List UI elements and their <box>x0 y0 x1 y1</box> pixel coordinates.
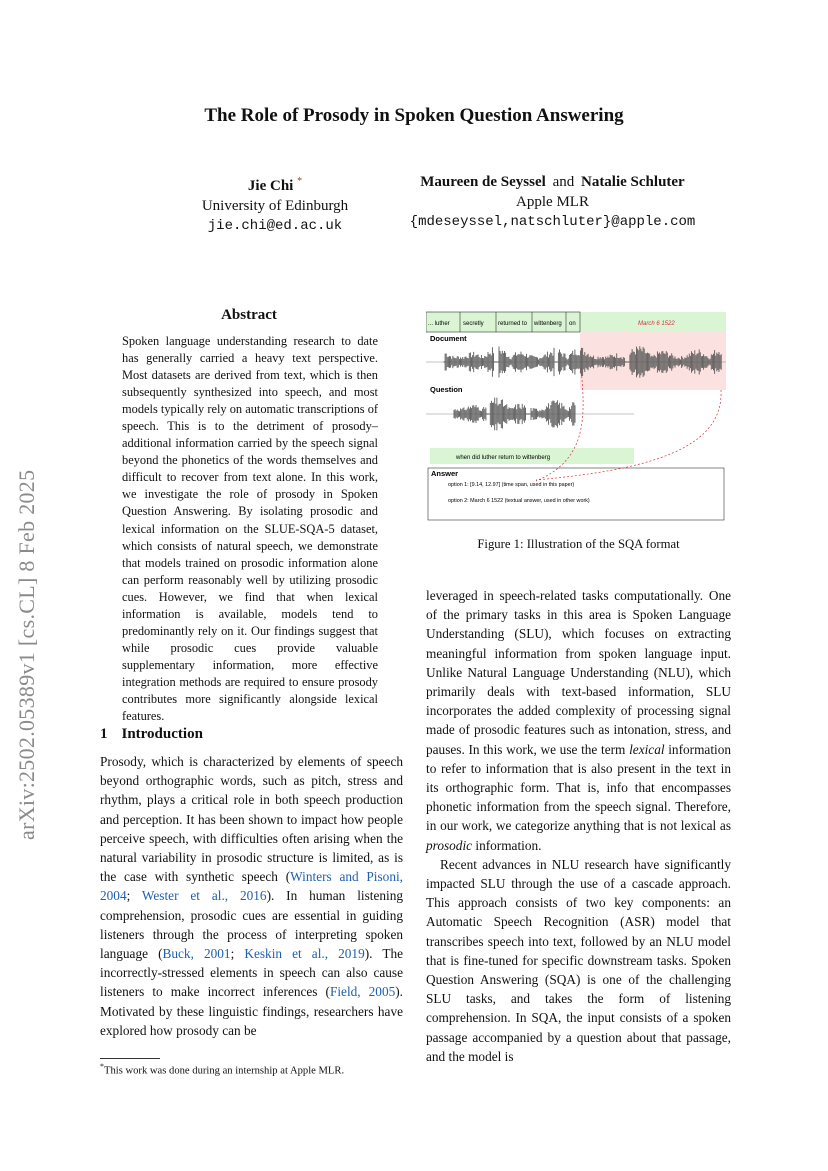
author-footnote-mark[interactable]: * <box>297 176 303 187</box>
question-label: Question <box>430 385 463 394</box>
section-number: 1 <box>100 726 108 742</box>
intro-right-column <box>426 586 731 1066</box>
answer-option-1: option 1: [9.14, 12.97] (time span, used in this paper) <box>448 482 575 488</box>
citation-link[interactable]: Field, 2005 <box>329 984 396 1000</box>
intro-paragraph: Recent advances in NLU research have significantly impacted SLU through the use of a cascade approach. This approach consists of two key components: an Automatic Speech Recognition (ASR) model that transcribes speech into text, followed by an NLU model that is fine-tuned for specific downstream tasks. Spoken Question Answering (SQA) is one of the challenging SLU tasks, and takes the form of listening comprehension. In SQA, the input consists of a spoken passage accompanied by a question about that passage, and the model is <box>426 856 731 1064</box>
word-token: ... luther <box>428 321 450 327</box>
author-conjunction: and <box>552 174 575 190</box>
question-transcript: when did luther return to wittenberg <box>456 455 551 461</box>
author-affiliation: University of Edinburgh <box>201 198 349 214</box>
author-name: Maureen de Seyssel <box>420 174 546 190</box>
word-token: wittenberg <box>534 321 562 327</box>
answer-label: Answer <box>431 469 459 478</box>
intro-paragraph <box>426 586 731 855</box>
word-token: returned to <box>498 321 528 327</box>
author-name: Natalie Schluter <box>580 174 685 190</box>
footnote <box>100 1062 405 1077</box>
footnote-rule <box>100 1058 160 1059</box>
abstract-text: Spoken language understanding research to date has generally carried a heavy text perspective. Most datasets are derived from text, which is then subsequently synthesized into speech, and most models typically rely on automatic transcriptions of speech. This is to the detriment of prosody–additional information carried by the speech signal beyond the phonetics of the words themselves and difficult to recover from text alone. In this work, we investigate the role of prosody in Spoken Question Answering. By isolating prosodic and lexical information on the SLUE-SQA-5 dataset, which consists of natural speech, we demonstrate that models trained on prosodic information alone can perform reasonably well by utilizing prosodic cues. However, we find that when lexical information is available, models tend to predominantly rely on it. Our findings suggest that while prosodic cues provide valuable supplementary information, more effective integration methods are required to ensure prosody contributes more significantly alongside lexical features. <box>122 334 379 724</box>
arxiv-stamp[interactable]: arXiv:2502.05389v1 [cs.CL] 8 Feb 2025 <box>14 469 39 840</box>
body-text: information. <box>472 837 542 853</box>
emphasis: lexical <box>629 741 665 757</box>
abstract-heading: Abstract <box>221 307 277 323</box>
author-block-right <box>395 172 710 232</box>
citation-link[interactable]: Wester et al., 2016 <box>141 888 267 904</box>
section-title: Introduction <box>121 726 203 742</box>
word-token: on <box>569 321 576 327</box>
author-email: {mdeseyssel,natschluter}@apple.com <box>409 214 696 230</box>
word-token: secretly <box>463 321 484 327</box>
answer-option-2: option 2: March 6 1522 (textual answer, used in other work) <box>448 498 590 504</box>
citation-link[interactable]: Winters and Pisoni, 2004 <box>100 869 403 904</box>
author-name: Jie Chi <box>247 178 294 194</box>
paper-title: The Role of Prosody in Spoken Question Answering <box>204 105 624 126</box>
intro-paragraph <box>100 752 403 1040</box>
body-text: ). Motivated by these linguistic findings, researchers have explored how prosody can be <box>100 984 404 1038</box>
citation-link[interactable]: Buck, 2001 <box>162 946 231 962</box>
arrow-to-option1-end <box>536 390 721 480</box>
footnote-text: This work was done during an internship at Apple MLR. <box>104 1065 345 1077</box>
body-text: leveraged in speech-related tasks computationally. One of the primary tasks in this area is Spoken Language Understanding (SLU), which focuses on extracting meaningful information from spoken language input. Unlike Natural Language Understanding (NLU), which primarily deals with text-based information, SLU incorporates the added complexity of processing signal made of prosodic features such as intonation, stress, and pauses. In this work, we use the term <box>426 588 731 757</box>
body-text: ). In human listening comprehension, prosodic cues are essential in guiding listeners through the process of interpreting spoken language ( <box>100 888 403 962</box>
author-block-left <box>175 172 375 236</box>
body-text: ). The incorrectly-stressed elements in speech can also cause listeners to make incorrect inferences ( <box>100 946 404 1000</box>
figure-caption: Figure 1: Illustration of the SQA format <box>477 537 680 551</box>
section-heading <box>100 726 203 743</box>
author-email: jie.chi@ed.ac.uk <box>207 218 343 234</box>
intro-left-column <box>100 752 403 1040</box>
answer-token: March 6 1522 <box>638 321 675 327</box>
body-text: information to refer to information that is also present in the text in its orthographic form. That is, info that encompasses phonetic information from the speech signal. Therefore, in our work, we categorize anything that is not lexical as <box>426 741 731 834</box>
footnote-mark: * <box>100 1062 104 1071</box>
sqa-figure <box>426 310 726 525</box>
citation-link[interactable]: Keskin et al., 2019 <box>244 946 365 962</box>
body-text: ; <box>126 888 142 904</box>
body-text: Prosody, which is characterized by elements of speech beyond orthographic words, such as pitch, stress and rhythm, plays a critical role in both speech production and perception. It has been shown to impact how people perceive speech, with difficulties often arising when the natural variability in prosodic structure is limited, as is the case with synthetic speech ( <box>100 754 403 885</box>
author-affiliation: Apple MLR <box>516 194 589 210</box>
emphasis: prosodic <box>426 837 473 853</box>
word-token-bar <box>426 312 726 332</box>
document-label: Document <box>430 334 467 343</box>
body-text: ; <box>230 946 245 962</box>
